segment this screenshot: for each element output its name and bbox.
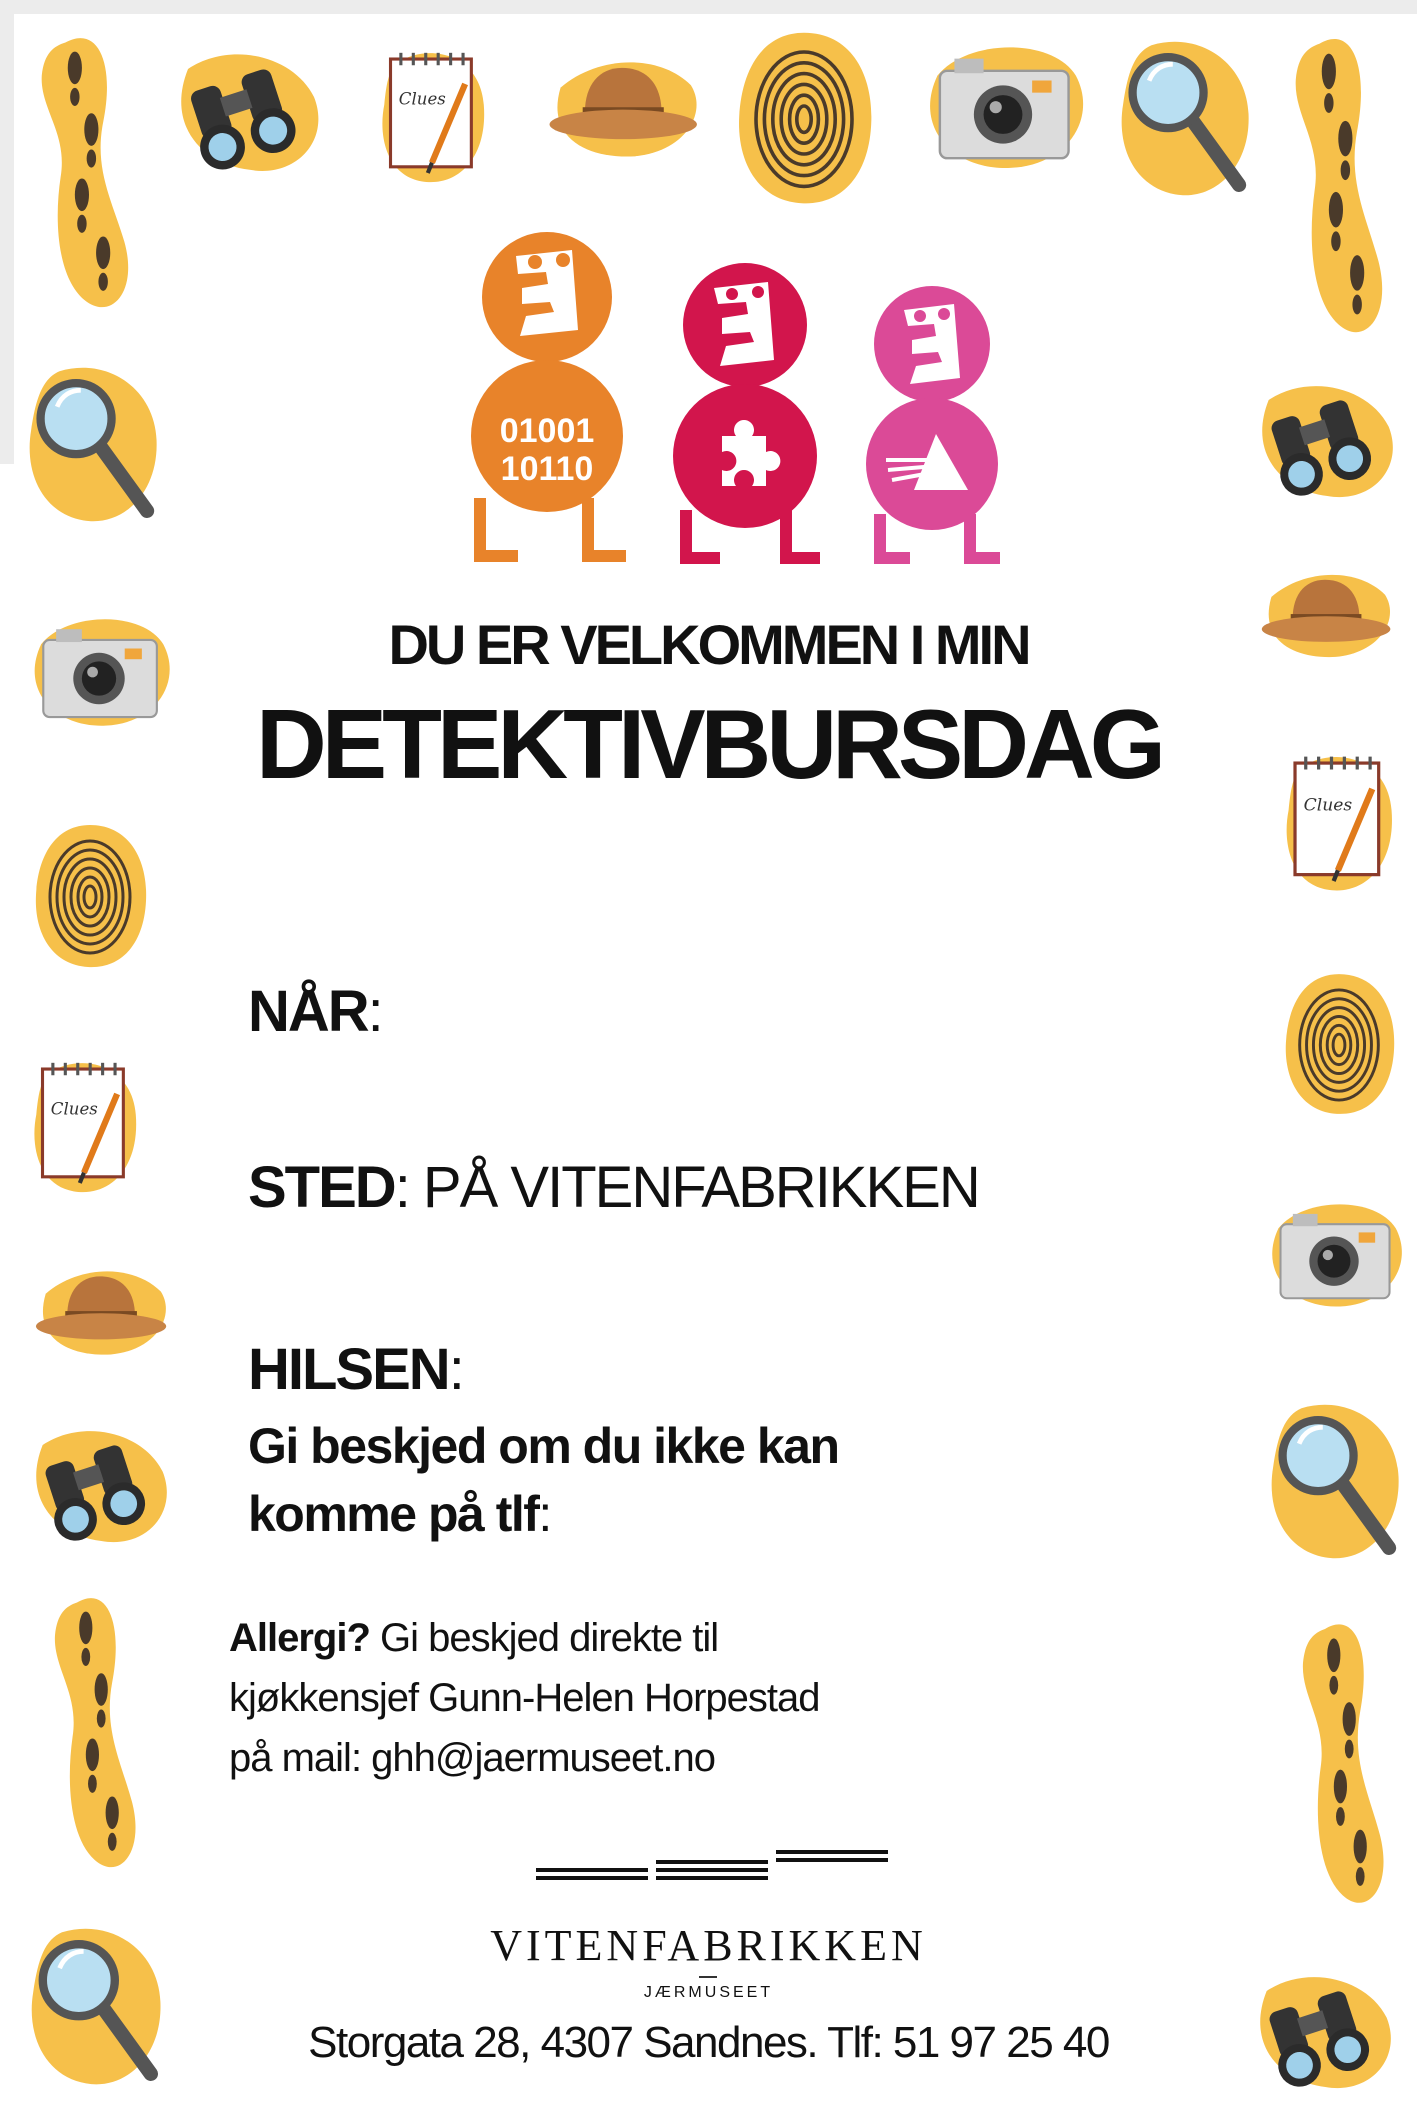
brand-sub: JÆRMUSEET (643, 1984, 774, 2001)
rsvp-notice (248, 1412, 839, 1548)
when-field: NÅR: (248, 979, 382, 1044)
allergy-line-1 (229, 1608, 820, 1668)
allergy-info (229, 1608, 820, 1788)
camera-icon (1262, 1186, 1406, 1322)
place-value: PÅ VITENFABRIKKEN (422, 1155, 979, 1220)
notice-line-2-text: komme på tlf (248, 1486, 539, 1542)
mascot-pink (864, 284, 1000, 564)
logo-stripes (532, 1846, 892, 1890)
allergy-label: Allergi? (229, 1616, 370, 1660)
detective-hat-icon (536, 36, 708, 176)
top-strip (0, 0, 1417, 14)
fingerprint-icon (726, 28, 882, 208)
magnifying-glass-icon (1116, 32, 1258, 210)
notice-line-1: Gi beskjed om du ikke kan (248, 1418, 839, 1474)
brand-name: VITENFABRIKKEN (490, 1921, 927, 1970)
left-strip (0, 14, 14, 464)
page-title: DETEKTIVBURSDAG (255, 689, 1162, 799)
address: Storgata 28, 4307 Sandnes. Tlf: 51 97 25 40 (308, 2018, 1109, 2067)
clues-notepad-icon (28, 1040, 142, 1210)
notepad-label: Clues (1303, 795, 1353, 816)
mascot-crimson (670, 260, 820, 564)
magnifying-glass-icon (24, 352, 166, 542)
mascot-orange (464, 232, 630, 564)
notepad-label: Clues (398, 89, 446, 109)
fingerprint-icon (1280, 936, 1398, 1152)
greeting-label: HILSEN (248, 1337, 449, 1402)
welcome-heading: DU ER VELKOMMEN I MIN (388, 613, 1029, 676)
notepad-label: Clues (50, 1099, 98, 1119)
place-label: STED (248, 1155, 395, 1220)
clues-notepad-icon (376, 40, 490, 190)
binoculars-icon (160, 36, 328, 186)
when-label: NÅR (248, 979, 368, 1044)
footprints-icon (44, 1588, 154, 1878)
place-field: STED: PÅ VITENFABRIKKEN (248, 1155, 979, 1220)
binoculars-icon (1242, 370, 1402, 510)
binary-text-line2: 10110 (500, 450, 594, 488)
detective-hat-icon (24, 1240, 176, 1380)
camera-icon (918, 36, 1088, 176)
magnifying-glass-icon (1266, 1386, 1408, 1582)
binary-text-line1: 01001 (499, 412, 595, 450)
notice-line-2: komme på tlf: (248, 1486, 551, 1542)
brand-divider (699, 1976, 717, 1978)
allergy-line-1-text: Gi beskjed direkte til (369, 1616, 719, 1660)
allergy-line-2: kjøkkensjef Gunn-Helen Horpestad (229, 1676, 820, 1720)
allergy-line-3: på mail: ghh@jaermuseet.no (229, 1736, 715, 1780)
footprints-icon (1284, 28, 1402, 344)
binoculars-icon (16, 1412, 176, 1558)
greeting-field: HILSEN: (248, 1337, 463, 1402)
footprints-icon (30, 28, 148, 318)
fingerprint-icon (30, 796, 150, 996)
footprints-icon (1292, 1614, 1402, 1914)
